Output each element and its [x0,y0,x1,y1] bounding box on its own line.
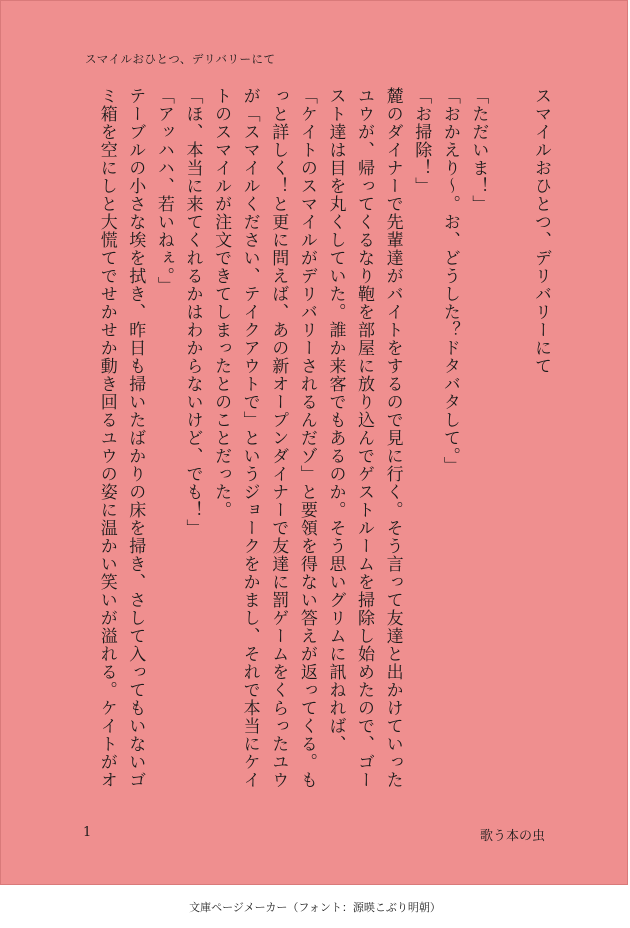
vertical-text-body [83,87,555,803]
footer-credit: 文庫ページメーカー（フォント：源暎こぶり明朝） [189,901,441,914]
text-line: 「アッハハ、若いねぇ。」 [153,87,174,295]
text-line: 「ただいま！」 [468,87,489,213]
text-line: 「ほ、本当に来てくれるかはわからないけど、でも！」 [182,87,203,537]
text-paragraph: 「ケイトのスマイルがデリバリーされるんだゾ」と要領を得ない答えが返ってくる。もっと詳しく！と更に問えば、あの新オープンダイナーで友達に罰ゲームをくらったユウが「スマイルください、テイクアウトで」というジョークをかまし、それで本当にケイトのスマイルが注文できてしまったとのことだった。 [211,87,317,789]
running-header: スマイルおひとつ、デリバリーにて [85,52,276,66]
page-number: 1 [83,825,92,840]
text-line: 「おかえり〜。お、どうした？ドタバタして。」 [439,87,460,475]
story-title: スマイルおひとつ、デリバリーにて [531,87,551,375]
text-paragraph: テーブルの小さな埃を拭き、昨日も掃いたばかりの床を掃き、さして入ってもいないゴミ箱を空にしと大慌てでせかせか動き回るユウの姿に温かい笑いが溢れる。ケイトがオ [96,87,146,789]
text-paragraph: 麓のダイナーで先輩達がバイトをするので見に行く。そう言って友達と出かけていったユウが、帰ってくるなり鞄を部屋に放り込んでゲストルームを掃除し始めたので、ゴースト達は目を丸くしていた。誰か来客でもあるのか。そう思いグリムに訊ねれば、 [325,87,403,789]
text-line: 「お掃除！」 [411,87,432,195]
author-name: 歌う本の虫 [479,829,545,844]
